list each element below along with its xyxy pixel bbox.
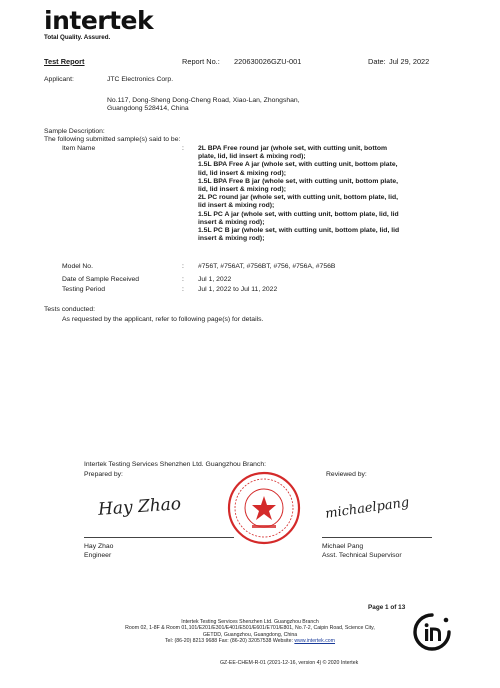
- item-line: 1.5L BPA Free A jar (whole set, with cutting unit, bottom plate,: [198, 161, 398, 169]
- model-no-value: #756T, #756AT, #756BT, #756, #756A, #756B: [198, 263, 336, 270]
- date-value: Jul 29, 2022: [389, 57, 430, 66]
- item-line: 1.5L PC B jar (whole set, with cutting unit, bottom plate, lid, lid: [198, 227, 400, 235]
- item-line: 1.5L PC A jar (whole set, with cutting unit, bottom plate, lid, lid: [198, 210, 399, 218]
- footer-address-line1: Room 02, 1-8F & Room 01,101/E201/E301/E401/E501/E601/E701/E801, No.7-2, Caipin Road, Science City,: [125, 625, 375, 632]
- item-line: 2L BPA Free round jar (whole set, with cutting unit, bottom: [198, 145, 388, 152]
- testing-period-colon: :: [182, 286, 184, 293]
- applicant-name: JTC Electronics Corp.: [107, 76, 174, 83]
- tests-conducted-text: As requested by the applicant, refer to following page(s) for details.: [62, 316, 264, 323]
- report-title: Test Report: [44, 57, 85, 66]
- logo-tagline: Total Quality. Assured.: [44, 34, 111, 41]
- reviewer-signature: michaelpang: [324, 495, 411, 522]
- item-name-label: Item Name: [62, 145, 96, 152]
- model-no-label: Model No.: [62, 263, 93, 270]
- item-name-list: [198, 145, 456, 243]
- footer-contact-text: Tel: (86-20) 8213 9688 Fax: (86-20) 32057538 Website:: [164, 637, 295, 644]
- applicant-label: Applicant:: [44, 76, 74, 83]
- reviewer-name: Michael Pang: [322, 543, 364, 550]
- preparer-signature-line: [84, 537, 234, 538]
- applicant-address-line1: No.117, Dong-Sheng Dong-Cheng Road, Xiao-Lan, Zhongshan,: [107, 97, 300, 104]
- preparer-name: Hay Zhao: [84, 543, 114, 550]
- tests-conducted-label: Tests conducted:: [44, 306, 96, 313]
- item-line: insert & mixing rod);: [198, 218, 265, 226]
- item-line: 2L PC round jar (whole set, with cutting unit, bottom plate, lid,: [198, 194, 399, 202]
- footer-address-block: [60, 619, 440, 644]
- reviewer-title: Asst. Technical Supervisor: [322, 552, 402, 559]
- sample-description-label: Sample Description:: [44, 128, 105, 135]
- form-code: GZ-EE-CHEM-R-01 (2021-12-16, version 4) © 2020 Intertek: [220, 660, 359, 666]
- branch-name: Intertek Testing Services Shenzhen Ltd. Guangzhou Branch:: [84, 461, 266, 468]
- intertek-logo: intertek: [44, 6, 154, 35]
- applicant-address-line2: Guangdong 528414, China: [107, 105, 189, 112]
- item-line: plate, lid, lid insert & mixing rod);: [198, 153, 306, 161]
- preparer-title: Engineer: [84, 552, 112, 559]
- item-name-colon: :: [182, 145, 184, 152]
- item-line: lid, lid insert & mixing rod);: [198, 186, 286, 194]
- preparer-signature: Hay Zhao: [97, 494, 182, 520]
- testing-period-label: Testing Period: [62, 286, 106, 293]
- footer-contact: [60, 638, 440, 644]
- sample-intro: The following submitted sample(s) said to be:: [44, 136, 181, 143]
- item-line: insert & mixing rod);: [198, 235, 265, 243]
- intertek-in-mark-icon: [412, 612, 452, 652]
- company-seal-stamp: [226, 470, 302, 546]
- footer-address-line2: GETDD, Guangzhou, Guangdong, China: [202, 631, 298, 638]
- prepared-by-label: Prepared by:: [84, 471, 123, 478]
- model-no-colon: :: [182, 263, 184, 270]
- item-line: lid, lid insert & mixing rod);: [198, 169, 286, 177]
- footer-company: Intertek Testing Services Shenzhen Ltd. Guangzhou Branch: [181, 619, 319, 625]
- date-received-colon: :: [182, 276, 184, 283]
- testing-period-value: Jul 1, 2022 to Jul 11, 2022: [198, 286, 278, 293]
- reviewed-by-label: Reviewed by:: [326, 471, 367, 478]
- date-received-value: Jul 1, 2022: [198, 276, 232, 283]
- date-received-label: Date of Sample Received: [62, 276, 140, 283]
- item-line: 1.5L BPA Free B jar (whole set, with cutting unit, bottom plate,: [198, 177, 399, 185]
- page-number: Page 1 of 13: [368, 604, 406, 611]
- report-no-label: Report No.:: [182, 57, 220, 66]
- date-label: Date:: [368, 57, 386, 66]
- reviewer-signature-line: [322, 537, 432, 538]
- report-no-value: 220630026GZU-001: [234, 57, 302, 66]
- footer-website-link[interactable]: www.intertek.com: [294, 637, 336, 644]
- item-line: lid insert & mixing rod);: [198, 202, 275, 210]
